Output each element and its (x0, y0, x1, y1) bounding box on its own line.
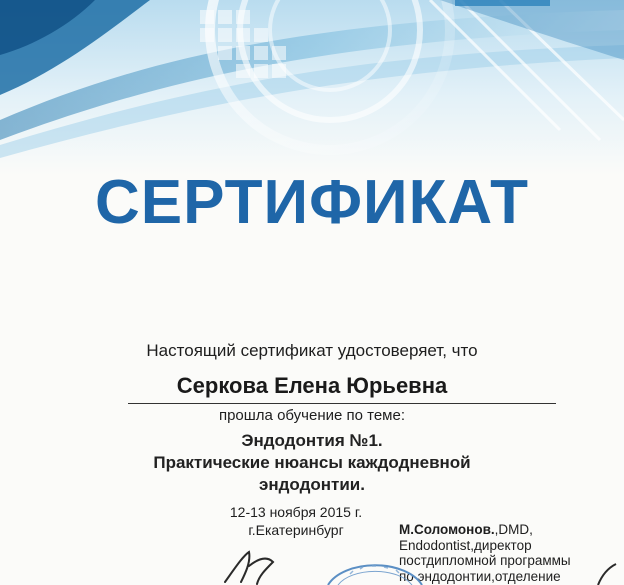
recipient-name: Серкова Елена Юрьевна (176, 373, 448, 398)
signer-position-line: постдипломной программы (399, 553, 571, 568)
course-title-line: эндодонтии. (258, 475, 365, 494)
course-title-line: Практические нюансы каждодневной (153, 453, 471, 472)
course-date-place (196, 503, 396, 539)
course-title-line: Эндодонтия №1. (241, 431, 383, 450)
handwritten-signature (215, 548, 325, 585)
signature-stroke-fragment (594, 560, 624, 585)
course-title (0, 430, 624, 496)
studied-label: прошла обучение по теме: (218, 407, 406, 424)
signer-degree: ,DMD, (494, 522, 533, 537)
recipient-underline (128, 403, 556, 404)
signer-block (399, 522, 621, 584)
course-dates: 12-13 ноября 2015 г. (229, 504, 363, 520)
seal-stamp (320, 555, 430, 585)
signer-name: М.Соломонов. (399, 522, 495, 537)
signer-name-line (399, 522, 621, 538)
signer-position-line: по эндодонтии,отделение (399, 568, 561, 584)
signer-position-line: Endodontist,директор (399, 537, 532, 553)
certificate-title: СЕРТИФИКАТ (95, 168, 529, 237)
certificate-intro: Настоящий сертификат удостоверяет, что (146, 341, 478, 360)
header-banner-graphic (0, 0, 624, 175)
course-city: г.Екатеринбург (248, 522, 344, 538)
